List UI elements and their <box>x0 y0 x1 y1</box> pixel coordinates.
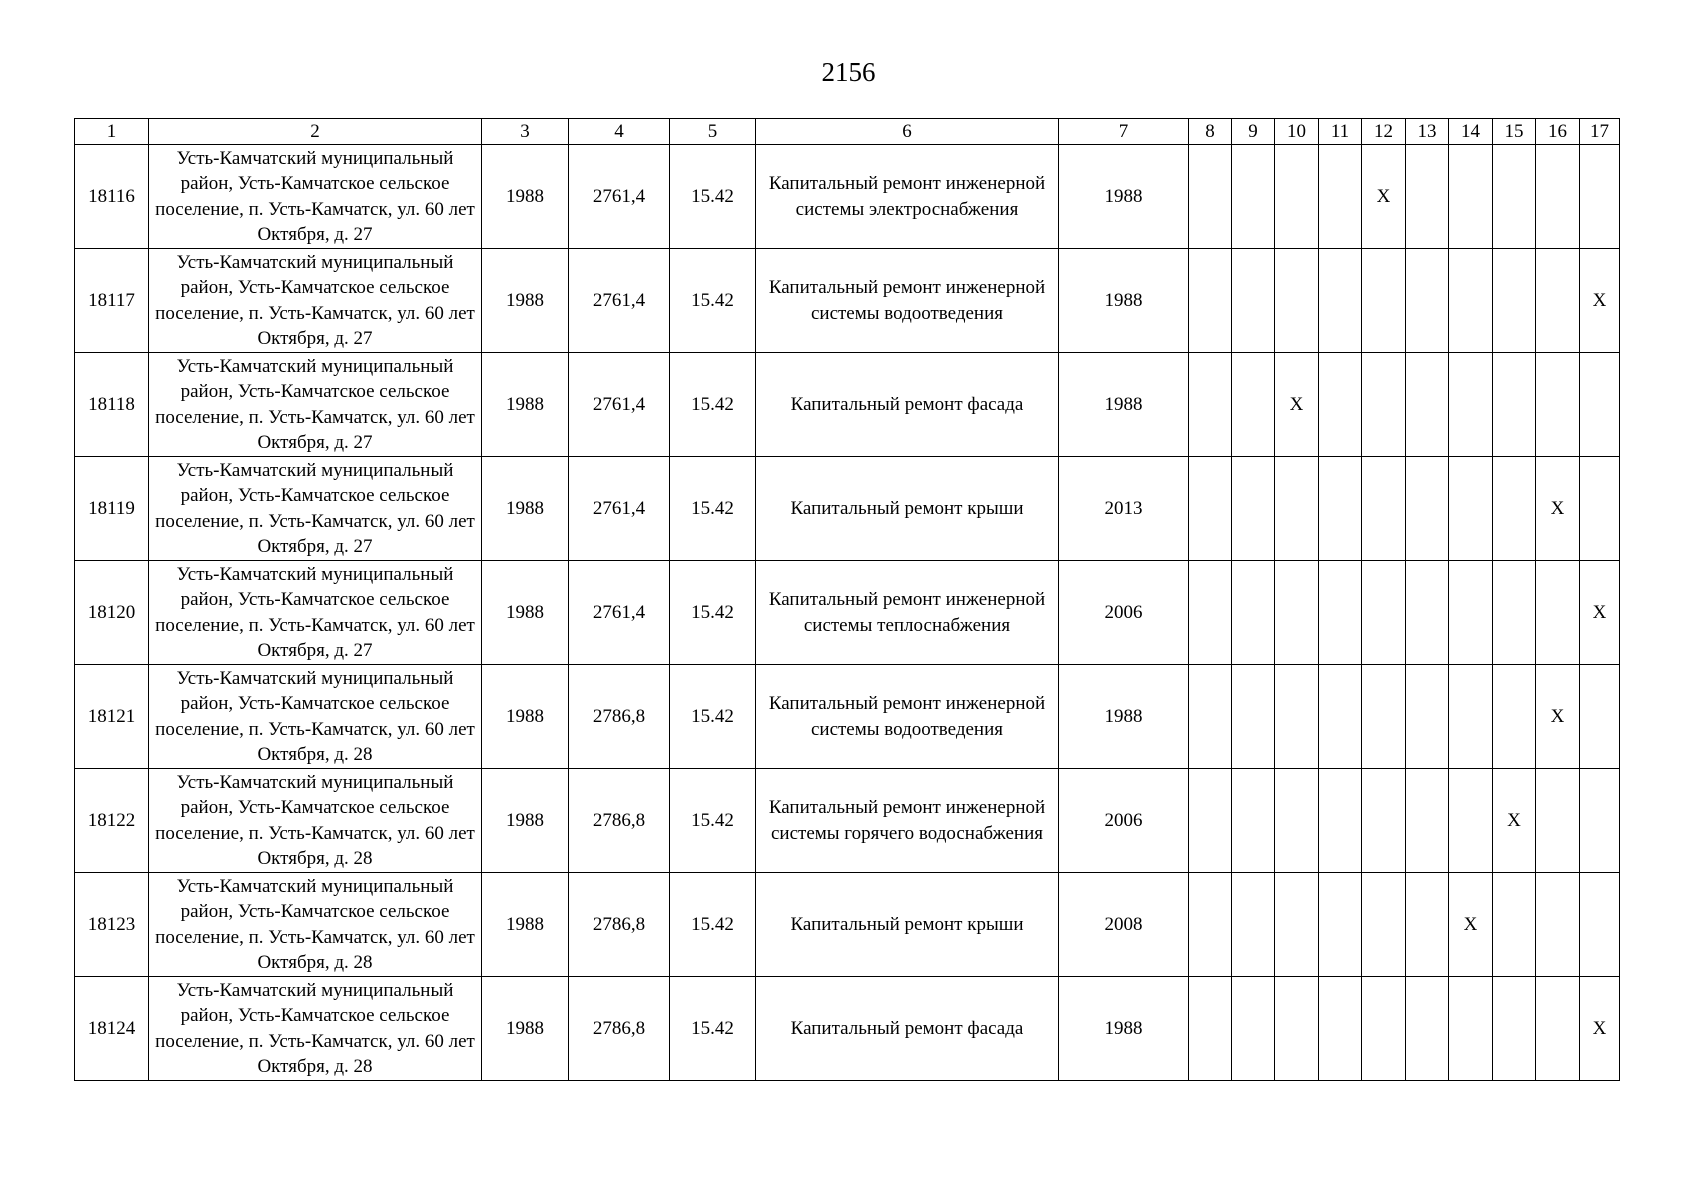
cell-mark <box>1189 769 1232 873</box>
cell-area: 2761,4 <box>569 353 670 457</box>
cell-area: 2761,4 <box>569 249 670 353</box>
header-row <box>75 119 1620 145</box>
cell-mark <box>1232 561 1275 665</box>
table-row <box>75 561 1620 665</box>
cell-mark <box>1362 665 1406 769</box>
cell-mark <box>1580 873 1620 977</box>
cell-work-type: Капитальный ремонт крыши <box>756 873 1059 977</box>
cell-mark <box>1319 769 1362 873</box>
cell-address: Усть-Камчатский муниципальный район, Усть-Камчатское сельское поселение, п. Усть-Камчатск, ул. 60 лет Октября, д. 27 <box>149 457 482 561</box>
registry-table <box>74 118 1620 1081</box>
cell-mark <box>1275 873 1319 977</box>
cell-mark <box>1275 249 1319 353</box>
cell-mark <box>1536 353 1580 457</box>
cell-id: 18116 <box>75 145 149 249</box>
cell-mark <box>1319 353 1362 457</box>
cell-mark <box>1580 665 1620 769</box>
cell-area: 2786,8 <box>569 769 670 873</box>
cell-mark <box>1232 353 1275 457</box>
cell-mark <box>1536 873 1580 977</box>
cell-mark <box>1536 977 1580 1081</box>
cell-mark <box>1406 249 1449 353</box>
cell-mark <box>1362 561 1406 665</box>
column-header: 14 <box>1449 119 1493 145</box>
cell-mark <box>1406 977 1449 1081</box>
cell-mark: X <box>1580 977 1620 1081</box>
cell-mark <box>1319 665 1362 769</box>
cell-work-type: Капитальный ремонт инженерной системы горячего водоснабжения <box>756 769 1059 873</box>
cell-mark: X <box>1580 249 1620 353</box>
cell-mark <box>1449 145 1493 249</box>
cell-mark: X <box>1536 665 1580 769</box>
cell-mark <box>1189 561 1232 665</box>
cell-mark <box>1536 249 1580 353</box>
cell-mark <box>1449 769 1493 873</box>
table-row <box>75 873 1620 977</box>
table-row <box>75 665 1620 769</box>
cell-address: Усть-Камчатский муниципальный район, Усть-Камчатское сельское поселение, п. Усть-Камчатск, ул. 60 лет Октября, д. 27 <box>149 561 482 665</box>
cell-mark <box>1580 457 1620 561</box>
column-header: 4 <box>569 119 670 145</box>
cell-mark <box>1275 457 1319 561</box>
cell-id: 18123 <box>75 873 149 977</box>
cell-mark <box>1362 457 1406 561</box>
cell-mark <box>1232 977 1275 1081</box>
table-row <box>75 353 1620 457</box>
cell-mark <box>1362 249 1406 353</box>
column-header: 1 <box>75 119 149 145</box>
table-row <box>75 977 1620 1081</box>
cell-mark: X <box>1536 457 1580 561</box>
cell-mark <box>1580 145 1620 249</box>
cell-mark <box>1406 665 1449 769</box>
cell-mark <box>1362 353 1406 457</box>
cell-mark <box>1362 769 1406 873</box>
cell-mark: X <box>1449 873 1493 977</box>
cell-mark <box>1493 665 1536 769</box>
cell-mark <box>1449 561 1493 665</box>
cell-mark <box>1189 249 1232 353</box>
page-number: 2156 <box>821 57 876 87</box>
cell-work-type: Капитальный ремонт крыши <box>756 457 1059 561</box>
table-row <box>75 457 1620 561</box>
cell-mark <box>1449 977 1493 1081</box>
cell-mark <box>1232 457 1275 561</box>
cell-area: 2786,8 <box>569 977 670 1081</box>
cell-mark <box>1449 665 1493 769</box>
cell-mark <box>1232 769 1275 873</box>
cell-address: Усть-Камчатский муниципальный район, Усть-Камчатское сельское поселение, п. Усть-Камчатск, ул. 60 лет Октября, д. 28 <box>149 769 482 873</box>
cell-area: 2786,8 <box>569 665 670 769</box>
cell-address: Усть-Камчатский муниципальный район, Усть-Камчатское сельское поселение, п. Усть-Камчатск, ул. 60 лет Октября, д. 27 <box>149 145 482 249</box>
cell-id: 18122 <box>75 769 149 873</box>
cell-id: 18120 <box>75 561 149 665</box>
cell-area: 2761,4 <box>569 561 670 665</box>
cell-mark: X <box>1275 353 1319 457</box>
column-header: 17 <box>1580 119 1620 145</box>
cell-mark <box>1319 457 1362 561</box>
column-header: 13 <box>1406 119 1449 145</box>
column-header: 10 <box>1275 119 1319 145</box>
cell-mark <box>1189 145 1232 249</box>
cell-address: Усть-Камчатский муниципальный район, Усть-Камчатское сельское поселение, п. Усть-Камчатск, ул. 60 лет Октября, д. 27 <box>149 353 482 457</box>
cell-mark <box>1232 249 1275 353</box>
cell-mark <box>1362 977 1406 1081</box>
column-header: 5 <box>670 119 756 145</box>
cell-mark <box>1275 769 1319 873</box>
cell-id: 18119 <box>75 457 149 561</box>
cell-mark <box>1493 873 1536 977</box>
cell-last-repair-year: 2006 <box>1059 561 1189 665</box>
cell-mark <box>1232 145 1275 249</box>
column-header: 16 <box>1536 119 1580 145</box>
cell-code: 15.42 <box>670 873 756 977</box>
table-row <box>75 769 1620 873</box>
cell-mark <box>1275 145 1319 249</box>
cell-year: 1988 <box>482 665 569 769</box>
cell-code: 15.42 <box>670 457 756 561</box>
cell-mark <box>1536 561 1580 665</box>
cell-mark <box>1232 873 1275 977</box>
cell-code: 15.42 <box>670 145 756 249</box>
cell-mark <box>1493 145 1536 249</box>
cell-mark <box>1319 145 1362 249</box>
cell-code: 15.42 <box>670 977 756 1081</box>
column-header: 8 <box>1189 119 1232 145</box>
cell-year: 1988 <box>482 873 569 977</box>
column-header: 2 <box>149 119 482 145</box>
cell-year: 1988 <box>482 457 569 561</box>
cell-mark <box>1275 977 1319 1081</box>
cell-last-repair-year: 2008 <box>1059 873 1189 977</box>
cell-last-repair-year: 2006 <box>1059 769 1189 873</box>
cell-mark <box>1406 873 1449 977</box>
column-header: 9 <box>1232 119 1275 145</box>
cell-mark <box>1493 249 1536 353</box>
table-row <box>75 249 1620 353</box>
cell-mark <box>1189 457 1232 561</box>
cell-address: Усть-Камчатский муниципальный район, Усть-Камчатское сельское поселение, п. Усть-Камчатск, ул. 60 лет Октября, д. 28 <box>149 977 482 1081</box>
cell-area: 2761,4 <box>569 145 670 249</box>
cell-year: 1988 <box>482 249 569 353</box>
table-row <box>75 145 1620 249</box>
cell-address: Усть-Камчатский муниципальный район, Усть-Камчатское сельское поселение, п. Усть-Камчатск, ул. 60 лет Октября, д. 28 <box>149 873 482 977</box>
column-header: 3 <box>482 119 569 145</box>
cell-mark <box>1406 145 1449 249</box>
column-header: 12 <box>1362 119 1406 145</box>
cell-mark <box>1449 249 1493 353</box>
cell-mark <box>1275 561 1319 665</box>
cell-address: Усть-Камчатский муниципальный район, Усть-Камчатское сельское поселение, п. Усть-Камчатск, ул. 60 лет Октября, д. 28 <box>149 665 482 769</box>
cell-code: 15.42 <box>670 769 756 873</box>
cell-address: Усть-Камчатский муниципальный район, Усть-Камчатское сельское поселение, п. Усть-Камчатск, ул. 60 лет Октября, д. 27 <box>149 249 482 353</box>
table-body <box>75 145 1620 1081</box>
cell-last-repair-year: 1988 <box>1059 145 1189 249</box>
cell-mark: X <box>1493 769 1536 873</box>
cell-last-repair-year: 1988 <box>1059 249 1189 353</box>
cell-year: 1988 <box>482 353 569 457</box>
cell-area: 2761,4 <box>569 457 670 561</box>
cell-last-repair-year: 2013 <box>1059 457 1189 561</box>
cell-work-type: Капитальный ремонт фасада <box>756 353 1059 457</box>
cell-year: 1988 <box>482 769 569 873</box>
cell-mark <box>1319 249 1362 353</box>
cell-mark <box>1319 561 1362 665</box>
cell-mark <box>1406 353 1449 457</box>
cell-work-type: Капитальный ремонт инженерной системы электроснабжения <box>756 145 1059 249</box>
cell-code: 15.42 <box>670 665 756 769</box>
cell-mark <box>1493 977 1536 1081</box>
cell-work-type: Капитальный ремонт инженерной системы водоотведения <box>756 665 1059 769</box>
cell-mark <box>1189 665 1232 769</box>
column-header: 7 <box>1059 119 1189 145</box>
cell-mark <box>1232 665 1275 769</box>
cell-mark <box>1449 457 1493 561</box>
column-header: 6 <box>756 119 1059 145</box>
cell-mark: X <box>1580 561 1620 665</box>
cell-mark <box>1189 873 1232 977</box>
column-header: 11 <box>1319 119 1362 145</box>
cell-mark <box>1406 769 1449 873</box>
cell-mark <box>1449 353 1493 457</box>
cell-mark <box>1406 561 1449 665</box>
cell-mark <box>1189 977 1232 1081</box>
cell-mark <box>1536 145 1580 249</box>
cell-work-type: Капитальный ремонт инженерной системы водоотведения <box>756 249 1059 353</box>
cell-mark <box>1319 873 1362 977</box>
cell-work-type: Капитальный ремонт инженерной системы теплоснабжения <box>756 561 1059 665</box>
cell-mark <box>1580 769 1620 873</box>
cell-code: 15.42 <box>670 353 756 457</box>
cell-last-repair-year: 1988 <box>1059 665 1189 769</box>
cell-id: 18118 <box>75 353 149 457</box>
cell-code: 15.42 <box>670 561 756 665</box>
cell-mark: X <box>1362 145 1406 249</box>
cell-code: 15.42 <box>670 249 756 353</box>
cell-year: 1988 <box>482 977 569 1081</box>
cell-mark <box>1536 769 1580 873</box>
cell-mark <box>1362 873 1406 977</box>
cell-mark <box>1319 977 1362 1081</box>
cell-mark <box>1493 457 1536 561</box>
cell-mark <box>1406 457 1449 561</box>
cell-year: 1988 <box>482 145 569 249</box>
cell-work-type: Капитальный ремонт фасада <box>756 977 1059 1081</box>
cell-mark <box>1580 353 1620 457</box>
cell-id: 18124 <box>75 977 149 1081</box>
column-header: 15 <box>1493 119 1536 145</box>
cell-mark <box>1493 561 1536 665</box>
cell-year: 1988 <box>482 561 569 665</box>
cell-mark <box>1493 353 1536 457</box>
cell-last-repair-year: 1988 <box>1059 353 1189 457</box>
cell-mark <box>1189 353 1232 457</box>
cell-id: 18121 <box>75 665 149 769</box>
cell-id: 18117 <box>75 249 149 353</box>
cell-last-repair-year: 1988 <box>1059 977 1189 1081</box>
cell-area: 2786,8 <box>569 873 670 977</box>
cell-mark <box>1275 665 1319 769</box>
